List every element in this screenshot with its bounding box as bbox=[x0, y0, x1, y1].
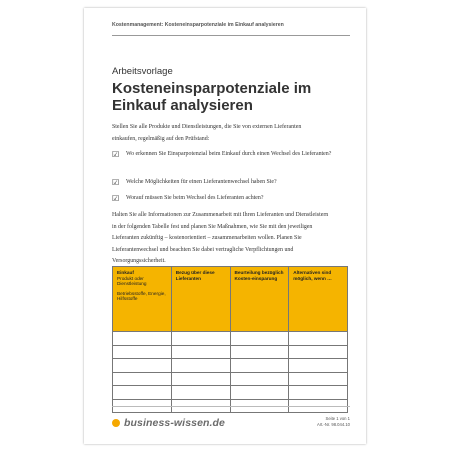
document-kicker: Arbeitsvorlage bbox=[112, 66, 173, 77]
table-row bbox=[113, 332, 348, 346]
table-cell[interactable] bbox=[171, 332, 230, 346]
table-cell[interactable] bbox=[230, 345, 289, 359]
checklist-item-text: Wo erkennen Sie Einsparpotenzial beim Einkauf durch einen Wechsel des Lieferanten? bbox=[126, 151, 332, 157]
page-info bbox=[317, 416, 350, 428]
checklist-item bbox=[112, 193, 337, 205]
table-cell[interactable] bbox=[289, 386, 348, 400]
table-cell[interactable] bbox=[171, 386, 230, 400]
table-cell[interactable] bbox=[289, 332, 348, 346]
table-cell[interactable] bbox=[230, 386, 289, 400]
checkbox-icon: ☑ bbox=[112, 150, 120, 159]
column-header-title: Einkauf bbox=[117, 270, 134, 275]
logo-text: business-wissen.de bbox=[124, 417, 226, 429]
table-row bbox=[113, 372, 348, 386]
article-number: Art.-Nr. 98.044.10 bbox=[316, 422, 350, 427]
table-cell[interactable] bbox=[230, 372, 289, 386]
page-number: Seite 1 von 1 bbox=[325, 416, 350, 421]
checklist-item-text: Worauf müssen Sie beim Wechsel des Lieferanten achten? bbox=[126, 195, 264, 201]
document-page bbox=[84, 8, 366, 444]
table-row bbox=[113, 386, 348, 400]
checkbox-icon: ☑ bbox=[112, 178, 120, 187]
checklist-item bbox=[112, 149, 337, 161]
document-title: Kosteneinsparpotenziale im Einkauf analysieren bbox=[112, 80, 312, 114]
table-cell[interactable] bbox=[230, 332, 289, 346]
table-cell[interactable] bbox=[113, 372, 172, 386]
header-breadcrumb: Kostenmanagement: Kosteneinsparpotenziale im Einkauf analysieren bbox=[112, 22, 284, 28]
table-cell[interactable] bbox=[230, 359, 289, 373]
brand-logo[interactable] bbox=[112, 416, 225, 430]
checklist-item-text: Welche Möglichkeiten für einen Lieferantenwechsel haben Sie? bbox=[126, 179, 277, 185]
table-cell[interactable] bbox=[289, 372, 348, 386]
table-header-row bbox=[113, 267, 348, 332]
logo-dot-icon bbox=[112, 419, 120, 427]
table-cell[interactable] bbox=[289, 345, 348, 359]
column-header-alternativen: Alternativen sind möglich, wenn … bbox=[289, 267, 348, 332]
header-divider bbox=[112, 35, 350, 36]
column-header-einkauf bbox=[113, 267, 172, 332]
table-cell[interactable] bbox=[113, 359, 172, 373]
table-cell[interactable] bbox=[171, 345, 230, 359]
table-cell[interactable] bbox=[289, 359, 348, 373]
column-header-beurteilung: Beurteilung bezüglich Kosten-einsparung bbox=[230, 267, 289, 332]
table-row bbox=[113, 359, 348, 373]
footer-divider bbox=[112, 406, 350, 407]
table-row bbox=[113, 345, 348, 359]
column-header-bezug: Bezug über diese Lieferanten bbox=[171, 267, 230, 332]
checklist-item bbox=[112, 177, 337, 189]
table-cell[interactable] bbox=[171, 372, 230, 386]
supplier-table bbox=[112, 266, 348, 413]
table-cell[interactable] bbox=[113, 332, 172, 346]
intro-text: Stellen Sie alle Produkte und Dienstleistungen, die Sie von externen Lieferanten einkaufen, regelmäßig auf den Prüfstand: bbox=[112, 124, 302, 142]
column-header-subtitle: Betriebsstoffe, Energie, Hilfsstoffe bbox=[117, 290, 166, 302]
table-cell[interactable] bbox=[171, 359, 230, 373]
instructions-paragraph: Halten Sie alle Informationen zur Zusammenarbeit mit Ihren Lieferanten und Dienstleistern in der folgenden Tabelle fest und planen Sie Maßnahmen, wie Sie mit den jeweiligen Lieferanten zukünftig – kostenorientiert – zusammenarbeiten wollen. Planen Sie Lieferantenwechsel und beachten Sie dabei vertragliche Verpflichtungen und Versorgungssicherheit. bbox=[112, 212, 329, 264]
column-header-subtitle: Produkt oder Dienstleistung bbox=[117, 275, 147, 287]
table-cell[interactable] bbox=[113, 345, 172, 359]
table-cell[interactable] bbox=[113, 386, 172, 400]
checkbox-icon: ☑ bbox=[112, 194, 120, 203]
